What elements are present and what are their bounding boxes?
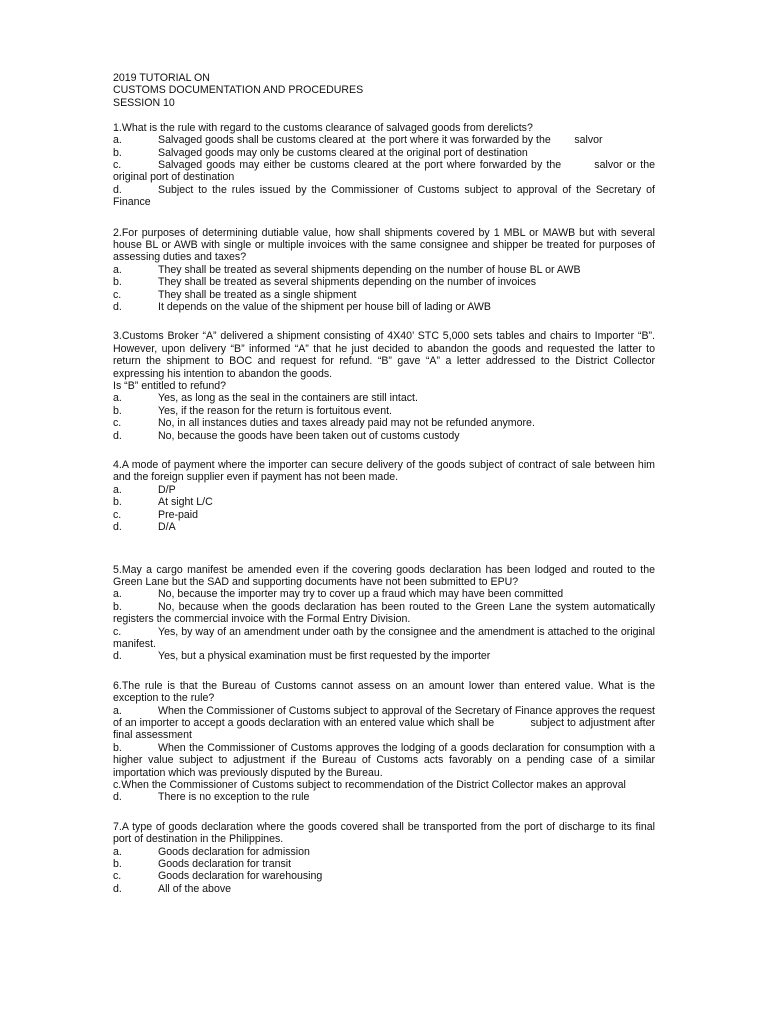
option-b: b. At sight L/C [113,496,213,509]
question-text: 3.Customs Broker “A” delivered a shipment consisting of 4X40’ STC 5,000 sets tables and chairs to Importer “B”. However, upon delivery “B” informed “A” that he just decided to abandon the goods and requested the latter to return the shipment to BOC and request for refund. “B” gave “A” a letter addressed to the District Collector expressing his intention to abandon the goods. [113,330,655,380]
header-line-2: CUSTOMS DOCUMENTATION AND PROCEDURES [113,84,364,97]
question-text: 2.For purposes of determining dutiable value, how shall shipments covered by 1 MBL or MAWB but with several house BL or AWB with single or multiple invoices with the same consignee and shipper be treated for purposes of assessing duties and taxes? [113,226,655,264]
question-5 [113,564,655,663]
option-a: a. No, because the importer may try to cover up a fraud which may have been committed [113,588,564,601]
option-d: d. Yes, but a physical examination must be first requested by the importer [113,650,491,663]
question-text: 5.May a cargo manifest be amended even if the covering goods declaration has been lodged and routed to the Green Lane but the SAD and supporting documents have not been submitted to EPU? [113,563,655,588]
option-d: d. It depends on the value of the shipment per house bill of lading or AWB [113,301,491,313]
question-text: 7.A type of goods declaration where the goods covered shall be transported from the port of discharge to its final port of destination in the Philippines. [113,820,655,846]
document-header [113,72,655,109]
option-a: a. Salvaged goods shall be customs cleared at the port where it was forwarded by the salvor [113,134,603,147]
option-c: c. Yes, by way of an amendment under oath by the consignee and the amendment is attached to the original manifest. [113,625,655,650]
option-c: c. No, in all instances duties and taxes already paid may not be refunded anymore. [113,417,535,430]
option-c: c.When the Commissioner of Customs subject to recommendation of the District Collector makes an approval [113,779,626,791]
question-text: 4.A mode of payment where the importer can secure delivery of the goods subject of contract of sale between him and the foreign supplier even if payment has not been made. [113,459,655,484]
header-line-3: SESSION 10 [113,96,175,109]
header-line-1: 2019 TUTORIAL ON [113,72,210,84]
option-c: c. Goods declaration for warehousing [113,870,323,883]
option-a: a. When the Commissioner of Customs subject to approval of the Secretary of Finance approves the request of an importer to accept a goods declaration with an entered value which shall be subject to adjustment after final assessment [113,704,658,742]
option-a: a. Yes, as long as the seal in the containers are still intact. [113,392,418,405]
option-d: d. All of the above [113,882,232,895]
question-text: 1.What is the rule with regard to the customs clearance of salvaged goods from derelicts? [113,121,533,134]
option-c: c. They shall be treated as a single shipment [113,288,357,301]
option-a: a. Goods declaration for admission [113,845,310,858]
option-b: b. When the Commissioner of Customs approves the lodging of a goods declaration for consumption with a higher value subject to adjustment if the Bureau of Customs acts favorably on a pending case of a similar importation which was previously disputed by the Bureau. [113,741,655,779]
question-1 [113,121,658,209]
option-d: d. No, because the goods have been taken out of customs custody [113,429,460,442]
question-3 [113,330,655,442]
question-4 [113,459,655,533]
document-content [113,72,658,895]
option-a: a. They shall be treated as several shipments depending on the number of house BL or AWB [113,263,581,276]
option-b: b. Yes, if the reason for the return is fortuitous event. [113,404,392,417]
option-b: b. They shall be treated as several shipments depending on the number of invoices [113,276,537,289]
question-subtext: Is “B” entitled to refund? [113,380,227,393]
question-6 [113,679,658,804]
option-b: b. Goods declaration for transit [113,858,292,871]
option-a: a. D/P [113,483,176,496]
question-text: 6.The rule is that the Bureau of Customs cannot assess on an amount lower than entered value. What is the exception to the rule? [113,679,655,705]
option-d: d. D/A [113,521,176,534]
option-d: d. There is no exception to the rule [113,791,310,804]
question-2 [113,227,655,314]
option-b: b. No, because when the goods declaration has been routed to the Green Lane the system automatically registers the commercial invoice with the Formal Entry Division. [113,600,655,626]
question-7 [113,821,655,895]
option-c: c. Salvaged goods may either be customs cleared at the port where forwarded by the salvor or the original port of destination [113,158,658,184]
option-c: c. Pre-paid [113,508,199,521]
option-b: b. Salvaged goods may only be customs cleared at the original port of destination [113,146,528,159]
option-d: d. Subject to the rules issued by the Commissioner of Customs subject to approval of the Secretary of Finance [113,183,655,209]
